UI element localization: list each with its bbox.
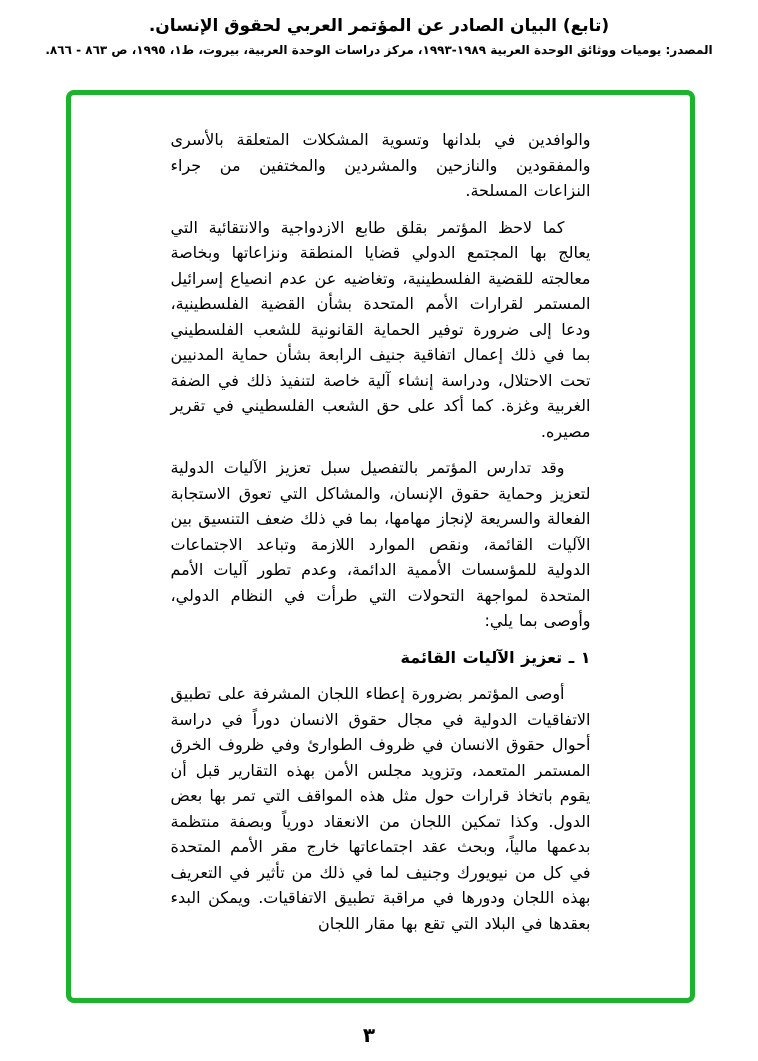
paragraph-duplicity-concern: كما لاحظ المؤتمر بقلق طابع الازدواجية والانتقائية التي يعالج بها المجتمع الدولي قضايا المنطقة ونزاعاتها وبخاصة معالجته للقضية الفلسطينية، وتغاضيه عن عدم انصياع إسرائيل المستمر لقرارات الأمم المتحدة بشأن القضية الفلسطينية، ودعا إلى ضرورة توفير الحماية القانونية للشعب الفلسطيني بما في ذلك إعمال اتفاقية جنيف الرابعة بشأن حماية المدنيين تحت الاحتلال، ودراسة إنشاء آلية خاصة لتنفيذ ذلك في الضفة الغربية وغزة. كما أكد على حق الشعب الفلسطيني في تقرير مصيره. <box>170 217 591 441</box>
page-footer <box>0 1023 758 1047</box>
document-source-citation: المصدر: يوميات ووثائق الوحدة العربية ١٩٨٩-١٩٩٣، مركز دراسات الوحدة العربية، بيروت، ط١، ١٩٩٥، ص ٨٦٣ - ٨٦٦. <box>45 43 713 57</box>
page-number: ٣ <box>362 1023 376 1047</box>
content-box <box>66 90 695 1003</box>
paragraph-continuation: والوافدين في بلدانها وتسوية المشكلات المتعلقة بالأسرى والمفقودين والنازحين والمشردين والمختفين من جراء النزاعات المسلحة. <box>170 130 591 200</box>
paragraph-mechanisms-study: وقد تدارس المؤتمر بالتفصيل سبل تعزيز الآليات الدولية لتعزيز وحماية حقوق الإنسان، والمشاكل التي تعوق الاستجابة الفعالة والسريعة لإنجاز مهامها، بما في ذلك ضعف التنسيق بين الآليات القائمة، ونقص الموارد اللازمة وتباعد الاجتماعات الدولية للمؤسسات الأممية الدائمة، وعدم تطور آليات الأمم المتحدة لمواجهة التحولات التي طرأت في النظام الدولي، وأوصى بما يلي: <box>170 458 591 630</box>
document-title: (تابع) البيان الصادر عن المؤتمر العربي لحقوق الإنسان. <box>148 16 610 36</box>
section-heading-strengthen-mechanisms: ١ ـ تعزيز الآليات القائمة <box>400 647 591 667</box>
text-column <box>171 95 591 936</box>
page-header <box>0 0 758 57</box>
paragraph-committees-recommendation: أوصى المؤتمر بضرورة إعطاء اللجان المشرفة على تطبيق الاتفاقيات الدولية في مجال حقوق الانسان دوراً في دراسة أحوال حقوق الانسان في ظروف الطوارئ وفي ظروف الخرق المستمر المتعمد، وتزويد مجلس الأمن بهذه التقارير قبل أن يقوم باتخاذ قرارات حول مثل هذه المواقف التي تمر بها بعض الدول. وكذا تمكين اللجان من الانعقاد دورياً وبصفة منتظمة بدعمها مالياً، وبحث عقد اجتماعاتها خارج مقر الأمم المتحدة في كل من نيويورك وجنيف لما في ذلك من تأثير في التعريف بهذه اللجان ودورها في مراقبة تطبيق الاتفاقيات. ويمكن البدء بعقدها في البلاد التي تقع بها مقار اللجان <box>170 684 591 933</box>
